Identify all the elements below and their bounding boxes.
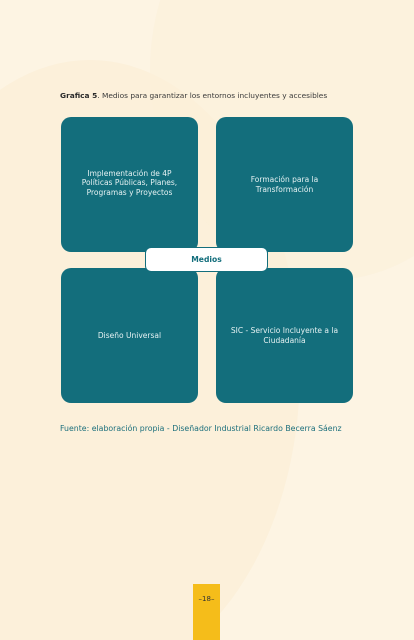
source-note: Fuente: elaboración propia - Diseñador Industrial Ricardo Becerra Sáenz [60, 424, 342, 433]
page-number: –18– [198, 595, 215, 603]
quadrant-label: SIC - Servicio Incluyente a la Ciudadanía [230, 326, 339, 345]
means-diagram [61, 117, 353, 402]
quadrant-universal-design [61, 268, 198, 403]
page-number-tab [193, 584, 220, 640]
quadrant-label: Diseño Universal [97, 330, 162, 340]
quadrant-training [216, 117, 353, 252]
quadrant-label: Formación para la Transformación [250, 175, 319, 194]
figure-caption-text: . Medios para garantizar los entornos incluyentes y accesibles [97, 91, 328, 100]
quadrant-label: Implementación de 4P Políticas Públicas, Planes, Programas y Proyectos [81, 168, 178, 197]
center-label: Medios [145, 247, 268, 272]
figure-caption [60, 91, 360, 100]
figure-caption-label: Grafica 5 [60, 91, 98, 100]
quadrant-inclusive-service [216, 268, 353, 403]
quadrant-implementation [61, 117, 198, 252]
